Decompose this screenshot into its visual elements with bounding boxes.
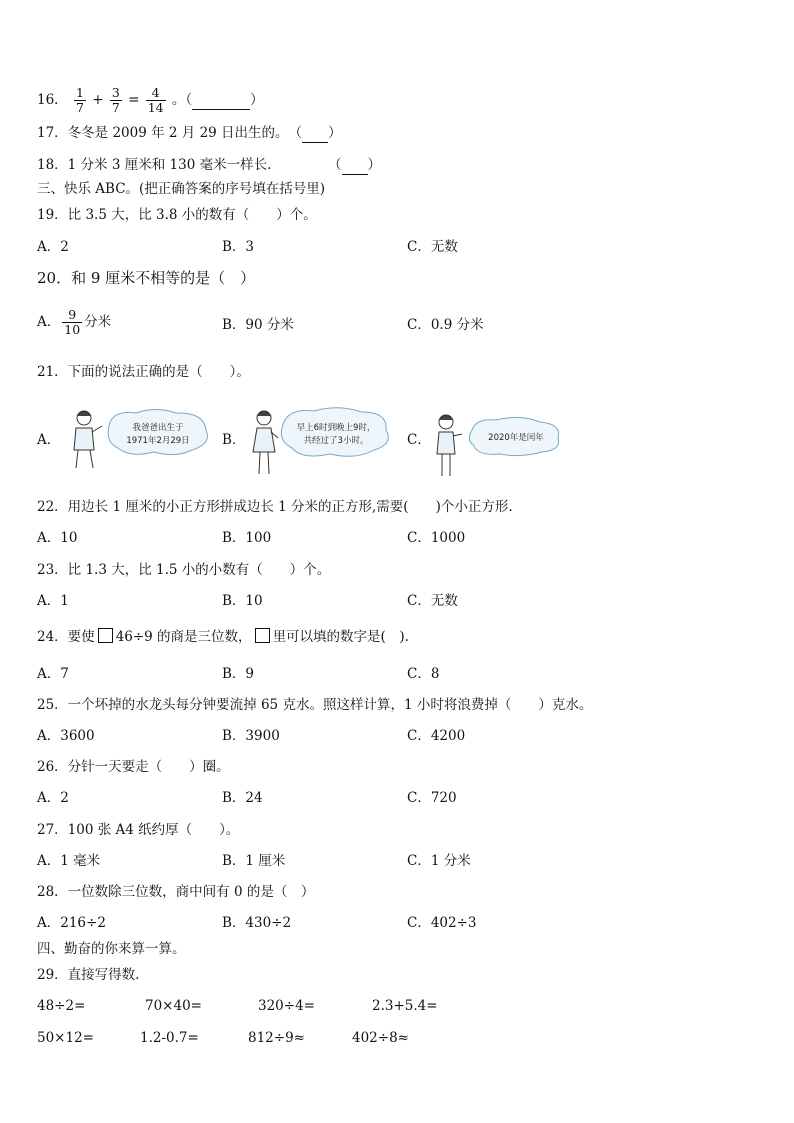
calc-item[interactable]: 402÷8≈: [352, 1030, 409, 1046]
plus-sign: +: [92, 92, 104, 108]
calc-item[interactable]: 812÷9≈: [248, 1030, 305, 1046]
question-29: 29．直接写得数.: [37, 967, 140, 983]
question-text: 46÷9 的商是三位数，: [115, 629, 252, 645]
fraction: $\frac{3}{7}$: [111, 85, 120, 115]
option-b[interactable]: B．90 分米: [222, 317, 294, 333]
option-a[interactable]: A．10: [37, 530, 78, 546]
question-27: 27．100 张 A4 纸约厚（ ）。: [37, 822, 240, 838]
paren-close: ）: [250, 92, 264, 108]
equals-sign: =: [128, 92, 140, 108]
bubble-line-1: 2020年是闰年: [488, 433, 544, 443]
option-b[interactable]: B．430÷2: [222, 915, 292, 931]
unit: 分米: [84, 314, 112, 330]
girl-speech-illustration-c: [430, 410, 570, 482]
blank-box[interactable]: [255, 628, 270, 643]
blank-box[interactable]: [98, 628, 113, 643]
fraction: $\frac{9}{10}$: [64, 307, 81, 337]
option-b[interactable]: B．: [222, 432, 246, 448]
option-c[interactable]: C．402÷3: [407, 915, 477, 931]
question-21: 21．下面的说法正确的是（ ）。: [37, 364, 250, 380]
question-19: 19．比 3.5 大，比 3.8 小的数有（ ）个。: [37, 207, 317, 223]
option-a[interactable]: A．2: [37, 790, 69, 806]
paren-close: ）: [328, 125, 342, 141]
question-18: [37, 156, 271, 174]
option-c[interactable]: C．1000: [407, 530, 466, 546]
calc-item[interactable]: 48÷2=: [37, 998, 86, 1014]
question-20: 20．和 9 厘米不相等的是（ ）: [37, 269, 256, 287]
calc-item[interactable]: 70×40=: [145, 998, 202, 1014]
girl-icon: [74, 411, 102, 468]
question-text: 24．要使: [37, 629, 95, 645]
option-letter: A．: [37, 314, 61, 330]
option-a[interactable]: A．3600: [37, 728, 95, 744]
answer-blank[interactable]: [342, 156, 368, 175]
calc-item[interactable]: 2.3+5.4=: [372, 998, 438, 1014]
question-26: 26．分针一天要走（ ）圈。: [37, 759, 230, 775]
question-17: [37, 124, 342, 143]
option-c[interactable]: C．无数: [407, 593, 458, 609]
bubble-line-2: 共经过了3小时。: [303, 436, 369, 446]
option-b[interactable]: B．100: [222, 530, 272, 546]
option-b[interactable]: B．1 厘米: [222, 853, 286, 869]
bubble-line-1: 我爸爸出生于: [132, 423, 184, 433]
bubble-line-2: 1971年2月29日: [126, 436, 190, 446]
calc-item[interactable]: 1.2-0.7=: [140, 1030, 199, 1046]
option-a[interactable]: A．7: [37, 666, 69, 682]
option-a[interactable]: A．2: [37, 239, 69, 255]
option-b[interactable]: B．10: [222, 593, 263, 609]
question-text: 里可以填的数字是( ).: [272, 629, 409, 645]
question-25: 25．一个坏掉的水龙头每分钟要流掉 65 克水。照这样计算，1 小时将浪费掉（ ）克水。: [37, 697, 593, 713]
calc-item[interactable]: 50×12=: [37, 1030, 94, 1046]
question-text: 17．冬冬是 2009 年 2 月 29 日出生的。 （: [37, 125, 303, 141]
option-c[interactable]: C．无数: [407, 239, 458, 255]
paren-close: ）: [367, 157, 381, 173]
section-3-heading: 三、快乐 ABC。(把正确答案的序号填在括号里): [37, 181, 326, 197]
section-4-heading: 四、勤奋的你来算一算。: [37, 941, 186, 957]
answer-blank[interactable]: [192, 91, 250, 110]
option-a[interactable]: A．1: [37, 593, 69, 609]
option-a[interactable]: [37, 308, 111, 337]
paren-open: （: [328, 157, 342, 173]
option-a[interactable]: A．216÷2: [37, 915, 106, 931]
paren-open: 。（: [171, 92, 193, 108]
option-b[interactable]: B．24: [222, 790, 263, 806]
option-a[interactable]: A．: [37, 432, 61, 448]
option-b[interactable]: B．3: [222, 239, 255, 255]
option-c[interactable]: C．1 分米: [407, 853, 471, 869]
option-b[interactable]: B．9: [222, 666, 255, 682]
question-text: 18．1 分米 3 厘米和 130 毫米一样长.: [37, 157, 272, 173]
girl-speech-illustration-b: [246, 404, 396, 480]
question-number: 16．: [37, 92, 68, 108]
calc-item[interactable]: 320÷4=: [258, 998, 315, 1014]
girl-icon: [253, 411, 278, 474]
option-a[interactable]: A．1 毫米: [37, 853, 101, 869]
fraction: $\frac{4}{14}$: [147, 85, 164, 115]
question-22: 22．用边长 1 厘米的小正方形拼成边长 1 分米的正方形,需要( )个小正方形.: [37, 499, 513, 515]
question-23: 23．比 1.3 大，比 1.5 小的小数有（ ）个。: [37, 562, 331, 578]
option-c[interactable]: C．8: [407, 666, 440, 682]
girl-speech-illustration-a: [66, 404, 216, 474]
bubble-line-1: 早上6时到晚上9时，: [296, 423, 376, 433]
answer-blank[interactable]: [302, 124, 328, 143]
question-16: [37, 86, 264, 115]
question-24: [37, 628, 409, 646]
option-c[interactable]: C．720: [407, 790, 457, 806]
option-c[interactable]: C．: [407, 432, 431, 448]
option-b[interactable]: B．3900: [222, 728, 280, 744]
option-c[interactable]: C．4200: [407, 728, 466, 744]
fraction: $\frac{1}{7}$: [75, 85, 84, 115]
option-c[interactable]: C．0.9 分米: [407, 317, 484, 333]
question-28: 28．一位数除三位数，商中间有 0 的是（ ）: [37, 884, 315, 900]
question-18-answer: [328, 156, 381, 175]
girl-icon: [437, 415, 462, 476]
